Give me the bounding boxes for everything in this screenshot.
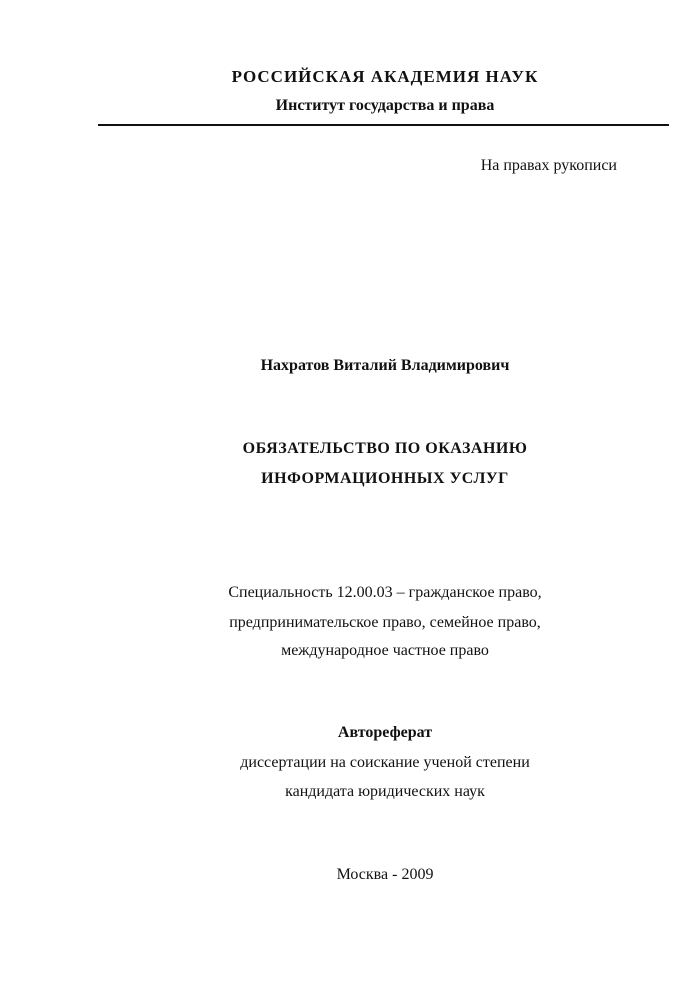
header-divider xyxy=(98,124,669,126)
abstract-line-2: кандидата юридических наук xyxy=(285,783,485,800)
abstract-heading: Автореферат xyxy=(337,724,433,741)
specialty-line-1: Специальность 12.00.03 – гражданское право, xyxy=(228,584,542,601)
author-name: Нахратов Виталий Владимирович xyxy=(260,357,510,374)
thesis-title-line-2: ИНФОРМАЦИОННЫХ УСЛУГ xyxy=(261,470,509,487)
city-year: Москва - 2009 xyxy=(336,866,434,883)
abstract-line-1: диссертации на соискание ученой степени xyxy=(240,754,530,771)
specialty-line-3: международное частное право xyxy=(281,642,489,659)
specialty-line-2: предпринимательское право, семейное право, xyxy=(229,614,541,631)
academy-name: РОССИЙСКАЯ АКАДЕМИЯ НАУК xyxy=(231,67,539,86)
institute-name: Институт государства и права xyxy=(275,97,495,114)
manuscript-note: На правах рукописи xyxy=(480,157,617,174)
thesis-title-line-1: ОБЯЗАТЕЛЬСТВО ПО ОКАЗАНИЮ xyxy=(242,440,528,457)
